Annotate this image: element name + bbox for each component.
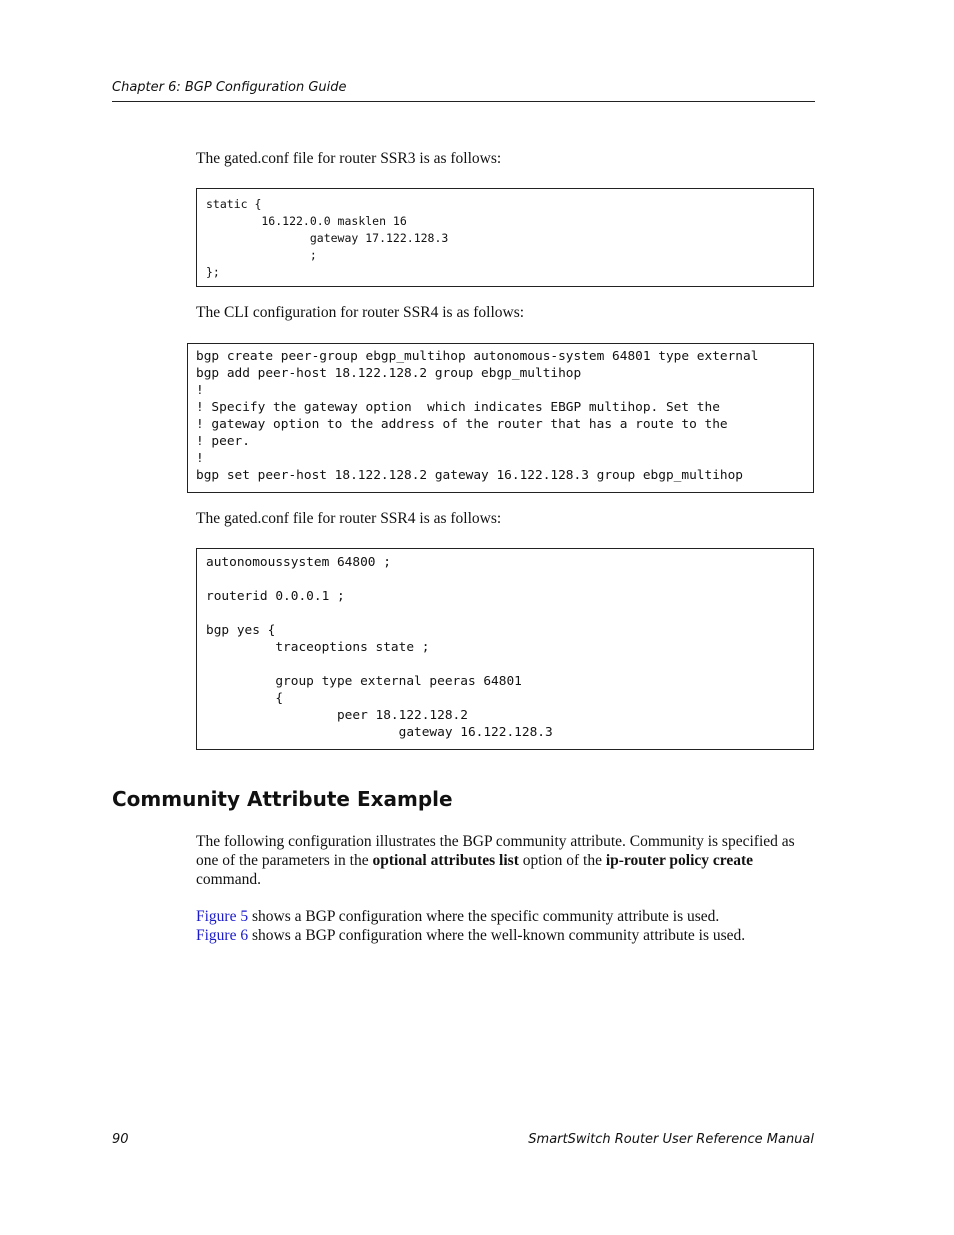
running-header — [112, 79, 815, 102]
figure-5-link[interactable]: Figure 5 — [196, 908, 249, 925]
intro-ssr4-gated: The gated.conf file for router SSR4 is as follows: — [196, 510, 502, 527]
code-block-ssr3-gated: static { 16.122.0.0 masklen 16 gateway 17.122.128.3 ; }; — [196, 188, 814, 287]
community-description — [196, 832, 808, 889]
code-block-ssr4-gated: autonomoussystem 64800 ; routerid 0.0.0.1 ; bgp yes { traceoptions state ; group type external peeras 64801 { peer 18.122.128.2 gateway 16.122.128.3 — [196, 548, 814, 750]
figure-references — [196, 907, 836, 945]
page-number: 90 — [112, 1132, 129, 1147]
code-block-ssr4-cli: bgp create peer-group ebgp_multihop autonomous-system 64801 type external bgp add peer-host 18.122.128.2 group ebgp_multihop ! ! Specify the gateway option which indicates EBGP multihop. Set the ! gateway option to the address of the router that has a route to the ! peer. ! bgp set peer-host 18.122.128.2 gateway 16.122.128.3 group ebgp_multihop — [187, 343, 814, 493]
figure-5-text: shows a BGP configuration where the specific community attribute is used. — [248, 908, 720, 925]
desc-text-3: command. — [196, 871, 261, 888]
intro-ssr4-cli: The CLI configuration for router SSR4 is as follows: — [196, 304, 525, 321]
figure-6-link[interactable]: Figure 6 — [196, 927, 249, 944]
desc-bold-optional-attributes: optional attributes list — [372, 852, 519, 869]
desc-text-2: option of the — [518, 852, 606, 869]
chapter-title: Chapter 6: BGP Configuration Guide — [112, 80, 347, 95]
desc-bold-ip-router-policy: ip-router policy create — [605, 852, 754, 869]
figure-6-text: shows a BGP configuration where the well-known community attribute is used. — [248, 927, 746, 944]
desc-text-1: The following configuration illustrates the BGP community attribute. Community is specified as one of the parameters in the — [196, 833, 795, 869]
manual-title: SmartSwitch Router User Reference Manual — [528, 1132, 814, 1147]
intro-ssr3-gated: The gated.conf file for router SSR3 is as follows: — [196, 150, 502, 167]
section-title: Community Attribute Example — [112, 787, 453, 811]
